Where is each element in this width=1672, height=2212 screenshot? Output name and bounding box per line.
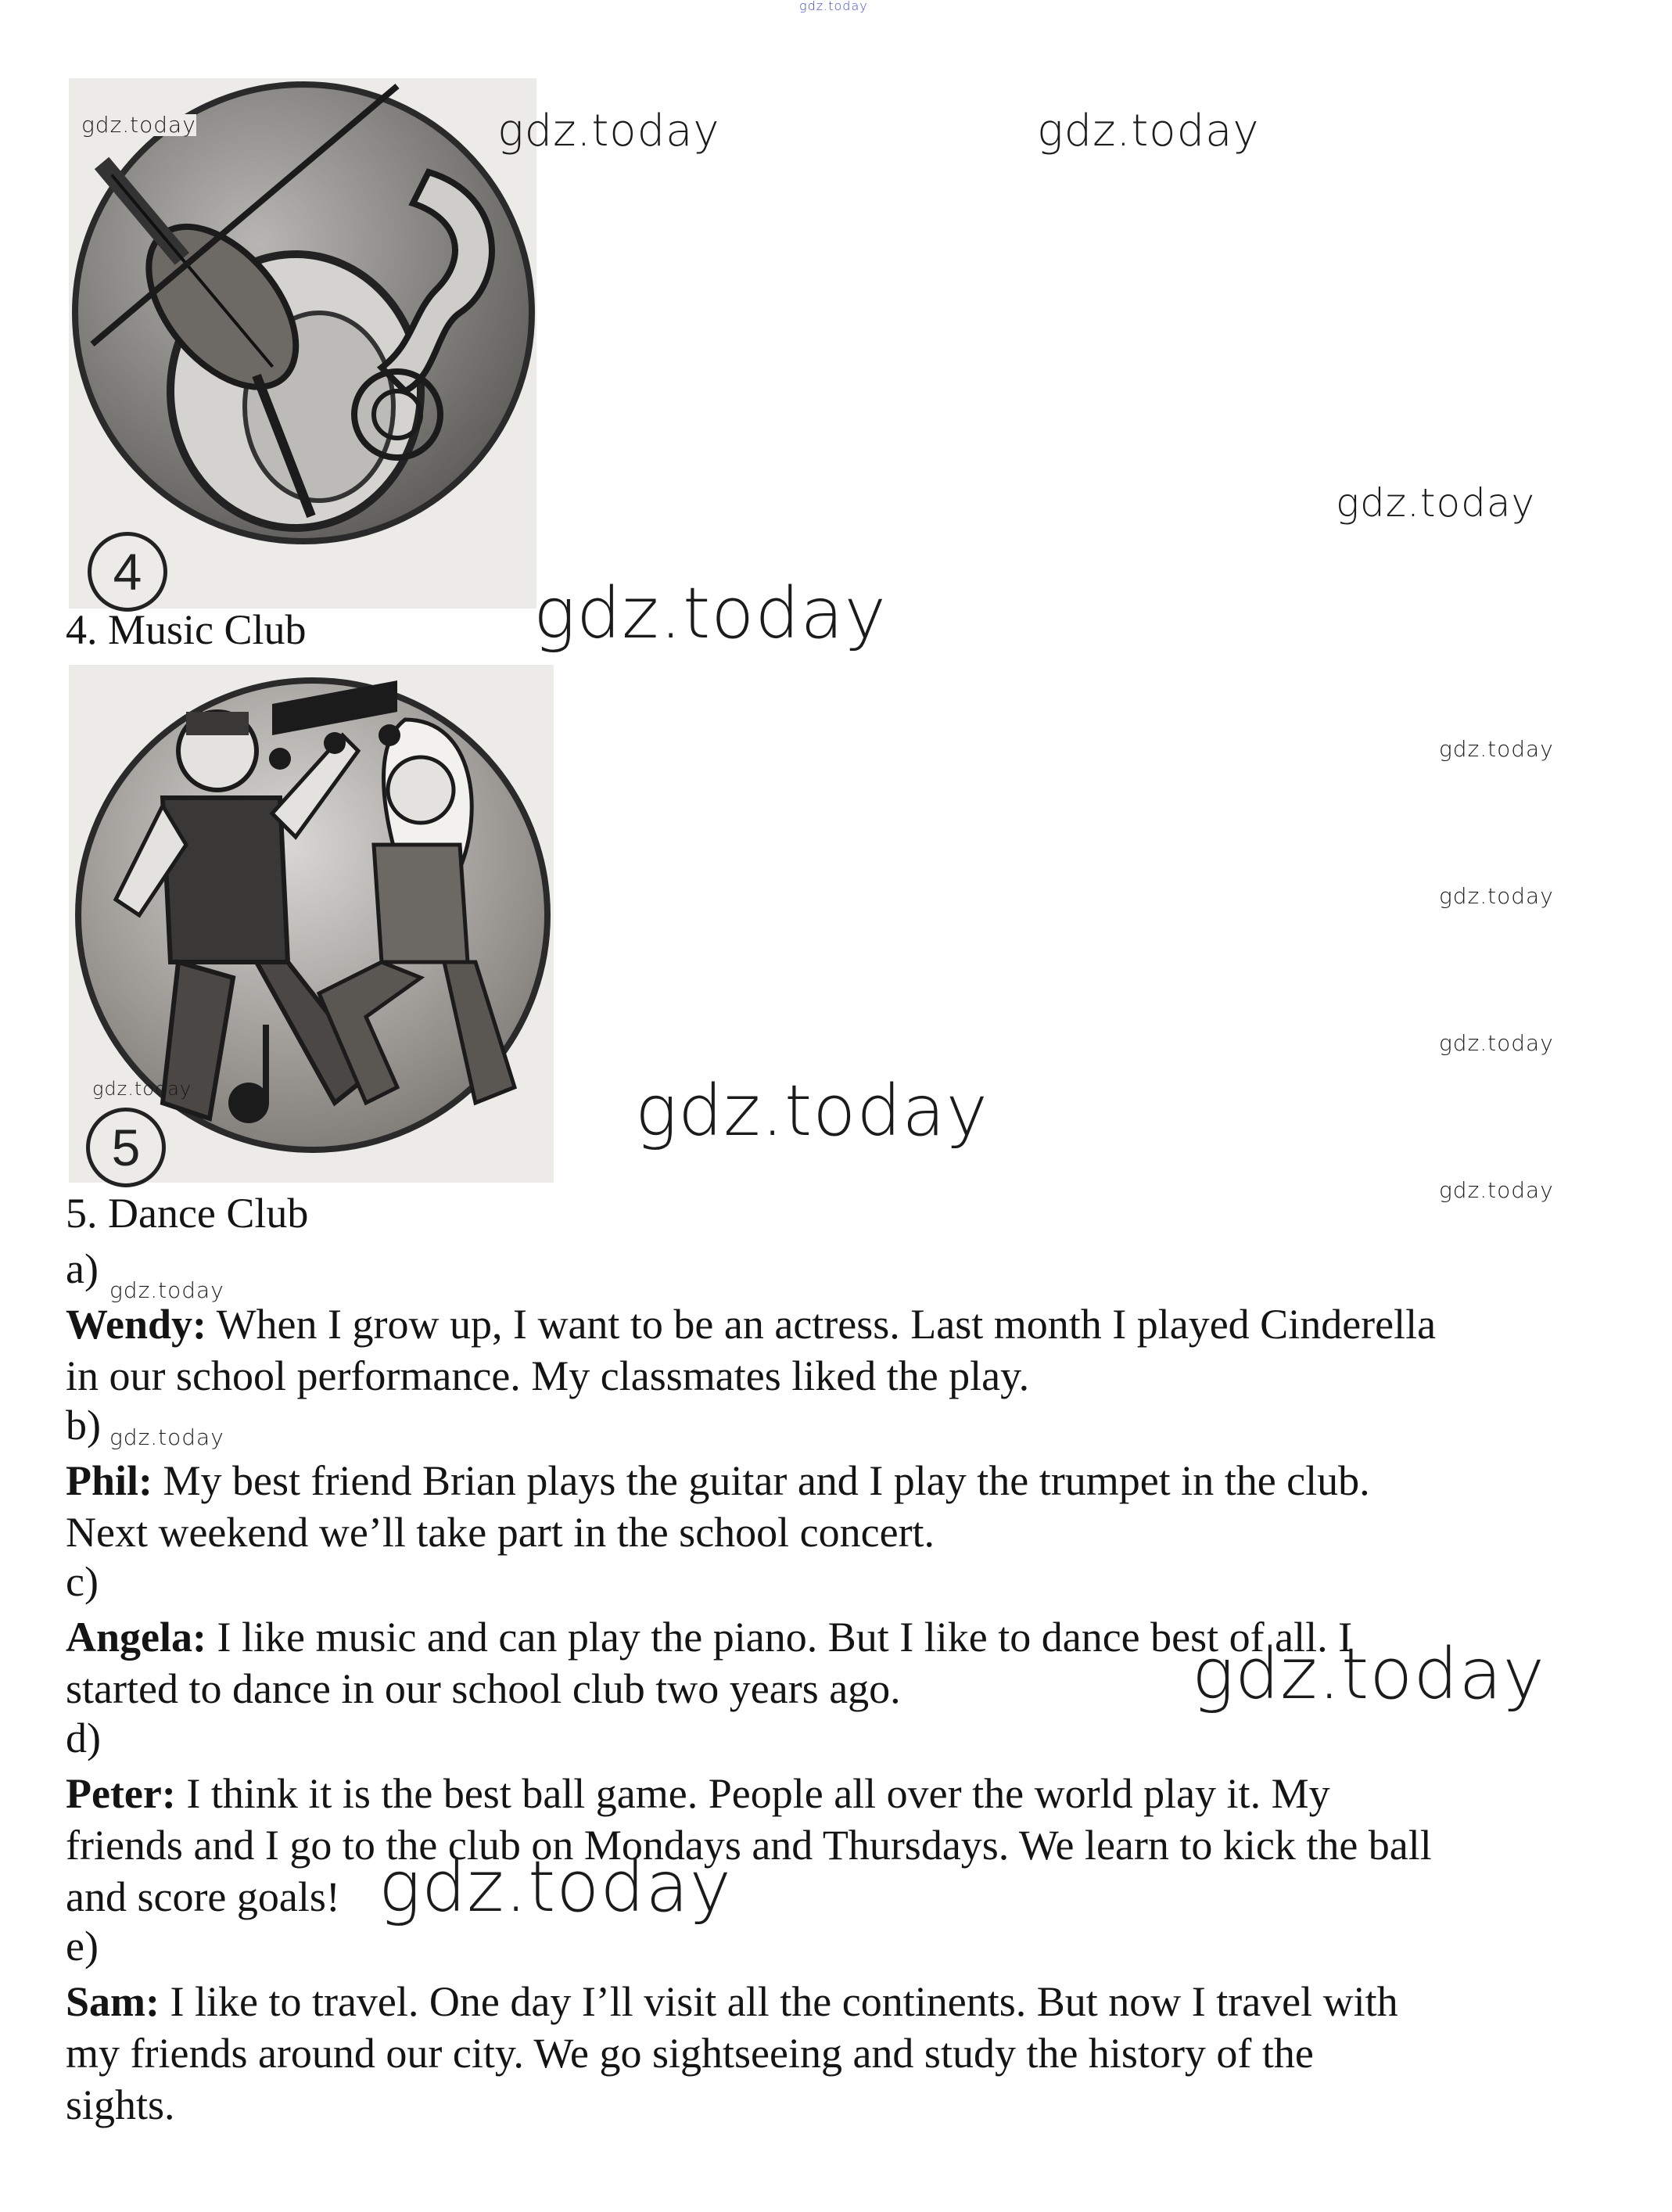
entry-c-marker: c) [66, 1558, 99, 1605]
entry-d-line-3: and score goals! [66, 1873, 340, 1920]
entry-d-marker: d) [66, 1715, 101, 1761]
entry-a-speaker: Wendy: [66, 1301, 207, 1348]
entry-b-text: My best friend Brian plays the guitar and I play the trumpet in the club. [163, 1457, 1370, 1504]
watermark: gdz.today [1439, 1177, 1554, 1203]
watermark: gdz.today [1192, 1633, 1545, 1715]
watermark: gdz.today [533, 573, 887, 655]
watermark: gdz.today [1037, 106, 1260, 156]
entry-e-text: I like to travel. One day I’ll visit all the continents. But now I travel with [170, 1978, 1398, 2025]
entry-a-marker: a) [66, 1245, 99, 1292]
watermark: gdz.today [109, 1424, 224, 1450]
dance-club-illustration [69, 665, 554, 1183]
entry-e-speaker: Sam: [66, 1978, 160, 2025]
entry-c-speaker: Angela: [66, 1614, 206, 1661]
music-club-caption: 4. Music Club [66, 606, 307, 653]
entry-b-line-2: Next weekend we’ll take part in the school concert. [66, 1509, 935, 1556]
watermark: gdz.today [1439, 1030, 1554, 1056]
entry-e-line-3: sights. [66, 2081, 175, 2128]
entry-a-line-2: in our school performance. My classmates liked the play. [66, 1352, 1030, 1399]
entry-b-line-1 [66, 1455, 1370, 1506]
watermark: gdz.today [81, 112, 196, 138]
entry-d-line-2: friends and I go to the club on Mondays and Thursdays. We learn to kick the ball [66, 1822, 1432, 1869]
entry-d-line-1 [66, 1768, 1330, 1819]
dance-club-number-badge: 5 [86, 1108, 166, 1187]
watermark: gdz.today [109, 1277, 224, 1303]
entry-d-speaker: Peter: [66, 1770, 176, 1817]
entry-c-line-1 [66, 1611, 1352, 1663]
dance-club-caption: 5. Dance Club [66, 1190, 309, 1237]
entry-c-line-2: started to dance in our school club two years ago. [66, 1665, 901, 1712]
watermark-top: gdz.today [799, 0, 868, 13]
entry-e-marker: e) [66, 1923, 99, 1970]
watermark: gdz.today [92, 1078, 192, 1100]
music-club-illustration [69, 78, 536, 609]
music-club-number-badge: 4 [88, 532, 167, 612]
entry-d-text: I think it is the best ball game. People all over the world play it. My [186, 1770, 1330, 1817]
entry-a-text: When I grow up, I want to be an actress. Last month I played Cinderella [216, 1301, 1437, 1348]
watermark: gdz.today [379, 1846, 732, 1928]
entry-a-line-1 [66, 1298, 1436, 1350]
entry-b-speaker: Phil: [66, 1457, 153, 1504]
watermark: gdz.today [1336, 480, 1536, 526]
entry-b-marker: b) [66, 1402, 101, 1449]
watermark: gdz.today [1439, 736, 1554, 762]
watermark: gdz.today [497, 106, 720, 156]
entry-e-line-1 [66, 1976, 1398, 2027]
entry-c-text: I like music and can play the piano. But I like to dance best of all. I [217, 1614, 1353, 1661]
watermark: gdz.today [1439, 883, 1554, 909]
watermark: gdz.today [635, 1070, 988, 1152]
entry-e-line-2: my friends around our city. We go sightseeing and study the history of the [66, 2030, 1314, 2077]
